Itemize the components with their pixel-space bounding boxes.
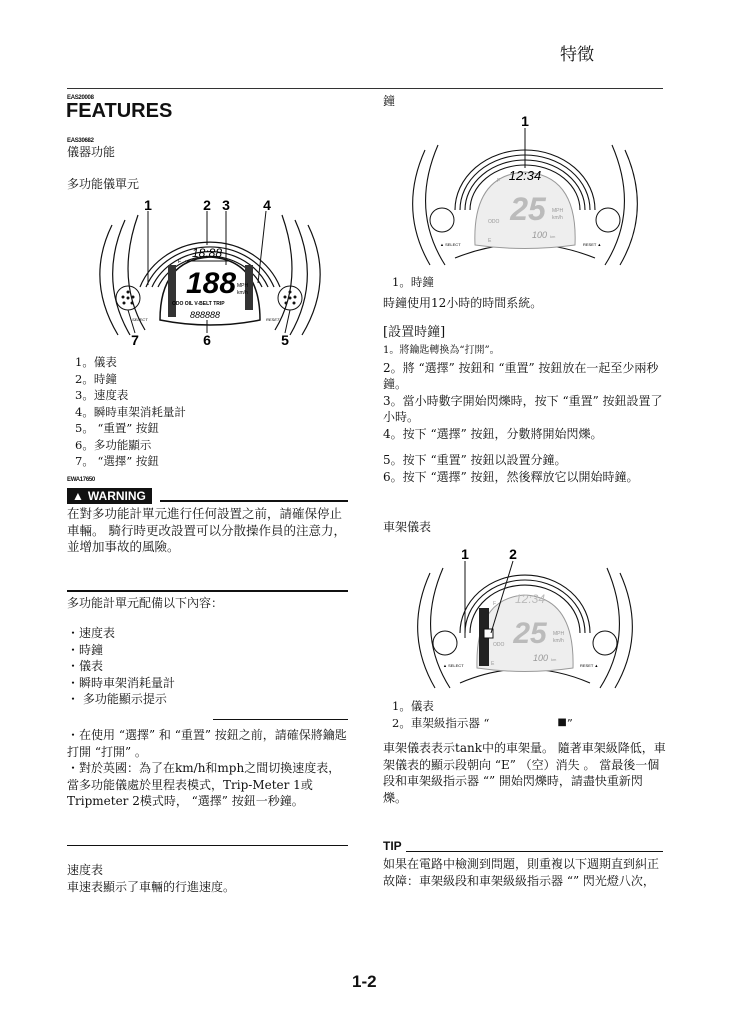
clock-text: 時鐘使用12小時的時間系統。 — [383, 296, 543, 310]
list-item: ・ 多功能顯示提示 — [67, 692, 167, 706]
callout-5: 5 — [281, 332, 289, 348]
legend-item: 1。儀表 — [392, 699, 434, 713]
note: ・對於英國：為了在km/h和mph之間切換速度表，當多功能儀處於里程表模式，Trip-Meter 1或Tripmeter 2模式時， “選擇” 按鈕一秒鐘。 — [67, 761, 341, 808]
legend-item: 2。時鐘 — [75, 371, 117, 386]
note: ・在使用 “選擇” 和 “重置” 按鈕之前，請確保將鑰匙打開 “打開” 。 — [67, 728, 347, 759]
warning-text: 在對多功能計單元進行任何設置之前，請確保停止車輛。 騎行時更改設置可以分散操作員的注意力，並增加事故的風險。 — [67, 506, 346, 554]
divider — [67, 590, 348, 592]
speed-readout: 25 — [513, 617, 547, 650]
reset-label: RESET ▲ — [580, 663, 599, 668]
legend-list — [75, 354, 186, 470]
select-label: ▲ SELECT — [443, 663, 464, 668]
speed-readout: 188 — [185, 267, 237, 300]
step: 4。按下 “選擇” 按鈕，分數將開始閃爍。 — [383, 426, 603, 441]
tip-text: 如果在電路中檢測到問題，則重複以下週期直到糾正故障：車架級段和車架級級指示器 “” 閃光燈八次， — [383, 857, 660, 888]
legend-text: ” — [566, 715, 573, 730]
subheading: 多功能儀單元 — [67, 177, 140, 191]
legend-item — [392, 715, 573, 732]
fuel-empty-label: E — [488, 238, 492, 244]
callout-1: 1 — [144, 197, 152, 213]
page-heading: FEATURES — [66, 100, 173, 122]
step: 6。按下 “選擇” 按鈕，然後釋放它以開始時鐘。 — [383, 469, 639, 484]
reset-label: RESET ▲ — [583, 242, 602, 247]
unit-km: km — [550, 234, 556, 239]
legend-item: 7。 “選擇” 按鈕 — [75, 454, 159, 468]
fuel-text: 車架儀表表示tank中的車架量。 隨著車架級降低，車架儀表的顯示段朝向 “E” （空）消失 。 當最後一個段和車架級指示器 “” 開始閃爍時，請盡快重新閃爍。 — [383, 741, 666, 805]
warning-rule — [160, 500, 348, 502]
list-item: ・瞬時車架消耗量計 — [67, 675, 176, 690]
divider — [67, 845, 348, 846]
tip-rule — [406, 851, 663, 852]
set-clock-heading: [設置時鐘] — [383, 325, 446, 340]
callout-4: 4 — [263, 197, 271, 213]
fuel-pump-icon: ■ — [557, 716, 567, 728]
callout-1: 1 — [461, 546, 469, 562]
unit-kmh: km/h — [553, 638, 564, 644]
step: 3。當小時數字開始閃爍時，按下 “重置” 按鈕設置了小時。 — [383, 393, 663, 424]
callout-3: 3 — [222, 197, 230, 213]
select-label: SELECT — [132, 317, 148, 322]
warning-triangle-icon: ▲ — [72, 489, 84, 503]
fuel-full-label: F — [493, 601, 497, 607]
speedometer-heading: 速度表 — [67, 863, 104, 877]
unit-mph: MPH — [552, 208, 564, 214]
clock-diagram — [400, 110, 650, 270]
code-label: EAS20008 — [67, 95, 94, 101]
speedometer-text: 車速表顯示了車輛的行進速度。 — [67, 880, 236, 894]
unit-kmh: km/h — [237, 290, 248, 296]
contents-intro: 多功能計單元配備以下內容： — [67, 596, 224, 610]
odo-label: ODO — [493, 642, 505, 648]
step: 5。按下 “重置” 按鈕以設置分鐘。 — [383, 453, 567, 467]
callout-2: 2 — [203, 197, 211, 213]
page-number: 1-2 — [352, 972, 377, 991]
callout-7: 7 — [131, 332, 139, 348]
legend-item: 6。多功能顯示 — [75, 437, 152, 452]
contents-list — [67, 625, 175, 708]
header-rule — [67, 88, 663, 89]
legend-item: 5。 “重置” 按鈕 — [75, 421, 159, 435]
clock-readout: 18:88 — [191, 246, 223, 260]
unit-kmh: km/h — [552, 215, 563, 221]
subheading: 儀器功能 — [67, 145, 116, 159]
tip-label: TIP — [383, 839, 402, 853]
clock-readout: 12:34 — [508, 168, 542, 183]
fuel-heading: 車架儀表 — [383, 520, 432, 534]
fuel-legend — [392, 698, 573, 731]
legend-item: 4。瞬時車架消耗量計 — [75, 404, 186, 419]
callout-2: 2 — [509, 546, 517, 562]
odo-label: ODO — [488, 219, 500, 225]
unit-mph: MPH — [237, 283, 249, 289]
code-label: EAS30682 — [67, 138, 94, 144]
steps-list — [383, 343, 665, 485]
mode-labels: ODO OIL V-BELT TRIP — [172, 301, 225, 307]
reset-label: RESET — [266, 317, 280, 322]
legend-item: 3。速度表 — [75, 388, 129, 402]
list-item: ・速度表 — [67, 626, 116, 640]
step: 1。將鑰匙轉換為“打開”。 — [383, 345, 500, 356]
note-rule — [213, 719, 348, 720]
clock-readout: 12:34 — [514, 592, 546, 606]
legend-item: 1。儀表 — [75, 355, 117, 369]
trip-readout: 100 — [532, 230, 548, 240]
step: 2。將 “選擇” 按鈕和 “重置” 按鈕放在一起至少兩秒鐘。 — [383, 360, 659, 391]
callout-1: 1 — [521, 113, 529, 129]
trip-readout: 100 — [533, 653, 549, 663]
callout-6: 6 — [203, 332, 211, 348]
section-title: 特徵 — [560, 45, 594, 65]
fuel-full-label: F — [178, 259, 182, 265]
fuel-meter-diagram — [405, 543, 645, 693]
unit-km: km — [551, 657, 557, 662]
multi-display-digits: 888888 — [190, 310, 221, 320]
instrument-diagram — [90, 195, 330, 350]
warning-header — [67, 485, 152, 504]
legend-text: 2。車架級指示器 “ — [392, 715, 490, 730]
select-label: ▲ SELECT — [440, 242, 461, 247]
code-label: EWA17650 — [67, 477, 95, 483]
list-item: ・時鐘 — [67, 642, 104, 657]
clock-legend: 1。時鐘 — [392, 275, 434, 289]
warning-label: WARNING — [87, 489, 146, 503]
fuel-full-label: F — [497, 178, 501, 184]
unit-mph: MPH — [553, 631, 565, 637]
speed-readout: 25 — [510, 191, 546, 227]
fuel-empty-label: E — [491, 661, 495, 667]
clock-heading: 鐘 — [383, 94, 396, 108]
list-item: ・儀表 — [67, 659, 104, 673]
